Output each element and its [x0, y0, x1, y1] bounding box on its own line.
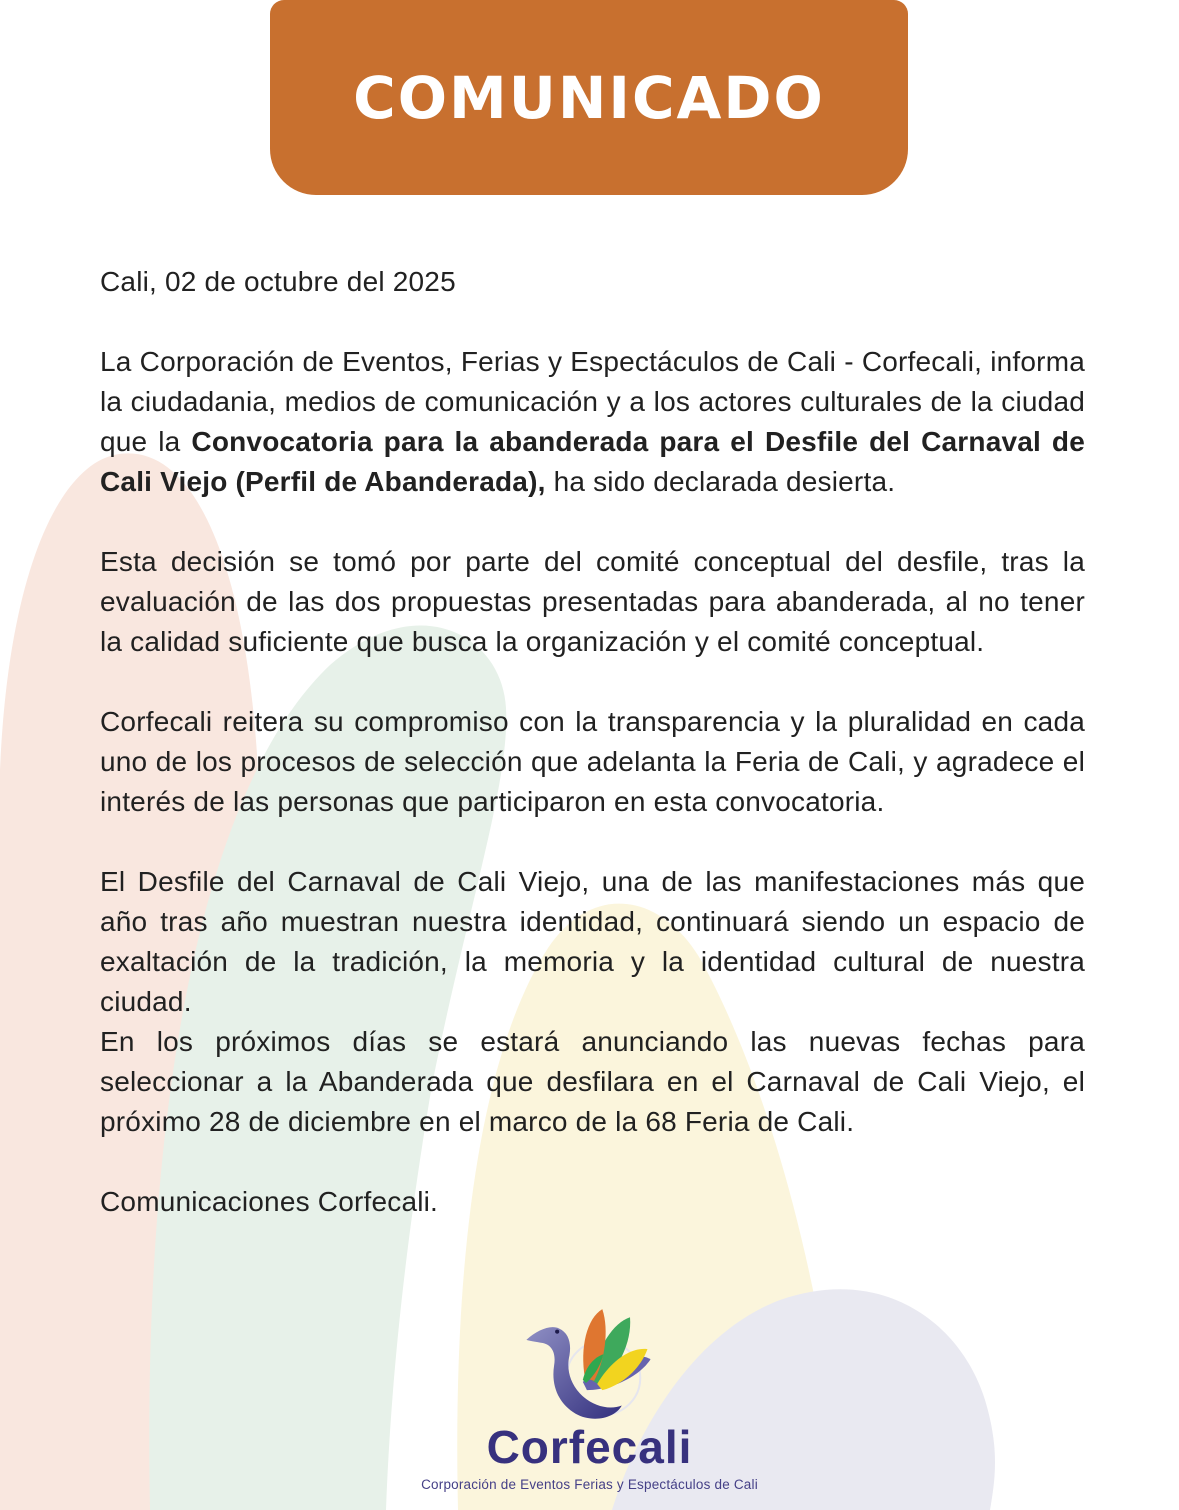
paragraph-intro [100, 342, 1085, 502]
signature: Comunicaciones Corfecali. [100, 1186, 439, 1217]
convocatoria-bold-text: Convocatoria para la abanderada para el Desfile del Carnaval de Cali Viejo (Perfil de Abanderada), [100, 426, 1086, 497]
paragraph-nuevas-fechas: En los próximos días se estará anunciando las nuevas fechas para seleccionar a la Abanderada que desfilara en el Carnaval de Cali Viejo, el próximo 28 de diciembre en el marco de la 68 Feria de Cali. [100, 1026, 1085, 1137]
comunicado-banner [270, 0, 908, 195]
logo-wordmark: Corfecali [486, 1421, 693, 1473]
logo-tagline: Corporación de Eventos Ferias y Espectáculos de Cali [421, 1477, 758, 1492]
intro-text-before: La Corporación de Eventos, Ferias y Espectáculos de Cali - Corfecali, informa la ciudadania, medios de comunicación y a los actores culturales de la ciudad que la [100, 346, 1085, 457]
paragraph-desfile: El Desfile del Carnaval de Cali Viejo, una de las manifestaciones más que año tras año muestran nuestra identidad, continuará siendo un espacio de exaltación de la tradición, la memoria y la identidad cultural de nuestra ciudad. [100, 866, 1085, 1017]
letter-body [100, 262, 1085, 1222]
corfecali-logo [0, 1306, 1179, 1492]
bird-eye [555, 1330, 559, 1334]
hummingbird-icon [521, 1306, 659, 1424]
intro-text-after: ha sido declarada desierta. [545, 466, 896, 497]
letter-date: Cali, 02 de octubre del 2025 [100, 266, 456, 297]
banner-title: COMUNICADO [353, 63, 825, 132]
paragraph-decision: Esta decisión se tomó por parte del comité conceptual del desfile, tras la evaluación de las dos propuestas presentadas para abanderada, al no tener la calidad suficiente que busca la organización y el comité conceptual. [100, 546, 1085, 657]
paragraph-compromiso: Corfecali reitera su compromiso con la transparencia y la pluralidad en cada uno de los procesos de selección que adelanta la Feria de Cali, y agradece el interés de las personas que participaron en esta convocatoria. [100, 706, 1085, 817]
